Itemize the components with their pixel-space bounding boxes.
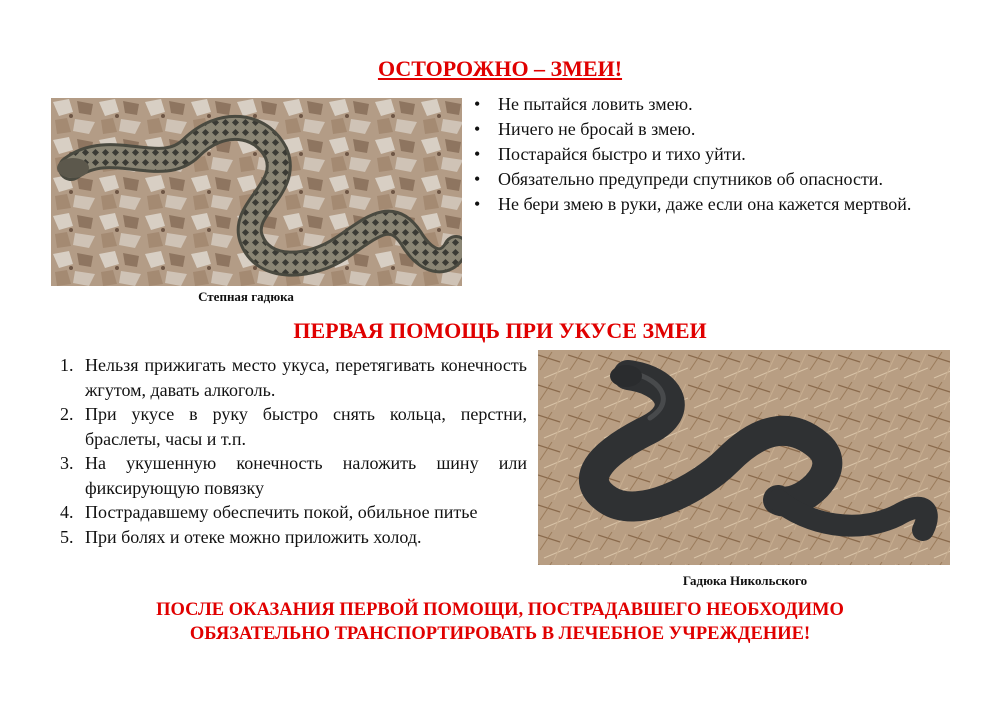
nikolsky-viper-photo <box>538 350 950 565</box>
item-number: 5. <box>60 526 74 547</box>
item-text: Пострадавшему обеспечить покой, обильное питье <box>85 502 478 522</box>
steppe-viper-photo <box>51 98 462 286</box>
item-text: Нельзя прижигать место укуса, перетягивать конечность жгутом, давать алкоголь. <box>85 355 527 400</box>
safety-rules-list <box>470 92 948 217</box>
list-item <box>60 451 527 500</box>
list-item: • Ничего не бросай в змею. <box>470 117 948 142</box>
item-text: При укусе в руку быстро снять кольца, перстни, браслеты, часы и т.п. <box>85 404 527 449</box>
photo2-caption: Гадюка Никольского <box>682 573 808 588</box>
list-item: • Не бери змею в руки, даже если она кажется мертвой. <box>470 192 948 217</box>
first-aid-title: ПЕРВАЯ ПОМОЩЬ ПРИ УКУСЕ ЗМЕИ <box>293 318 707 343</box>
item-text: На укушенную конечность наложить шину или фиксирующую повязку <box>85 453 527 498</box>
final-warning <box>0 598 1000 646</box>
item-number: 1. <box>60 355 74 375</box>
item-number: 4. <box>60 502 74 522</box>
list-item: • Постарайся быстро и тихо уйти. <box>470 142 948 167</box>
list-item <box>60 525 527 550</box>
list-item <box>60 353 527 402</box>
item-number: 2. <box>60 404 74 424</box>
list-item: • Не пытайся ловить змею. <box>470 92 948 117</box>
list-item <box>60 402 527 451</box>
item-number: 3. <box>60 453 74 473</box>
photo1-caption: Степная гадюка <box>198 289 294 304</box>
page-title: ОСТОРОЖНО – ЗМЕИ! <box>377 56 623 81</box>
item-text: При болях и отеке можно приложить холод. <box>85 526 422 547</box>
list-item: • Обязательно предупреди спутников об опасности. <box>470 167 948 192</box>
first-aid-list <box>60 353 527 549</box>
final-warning-line1: ПОСЛЕ ОКАЗАНИЯ ПЕРВОЙ ПОМОЩИ, ПОСТРАДАВШЕГО НЕОБХОДИМО <box>156 600 844 620</box>
final-warning-line2: ОБЯЗАТЕЛЬНО ТРАНСПОРТИРОВАТЬ В ЛЕЧЕБНОЕ УЧРЕЖДЕНИЕ! <box>189 624 811 644</box>
list-item <box>60 500 527 525</box>
